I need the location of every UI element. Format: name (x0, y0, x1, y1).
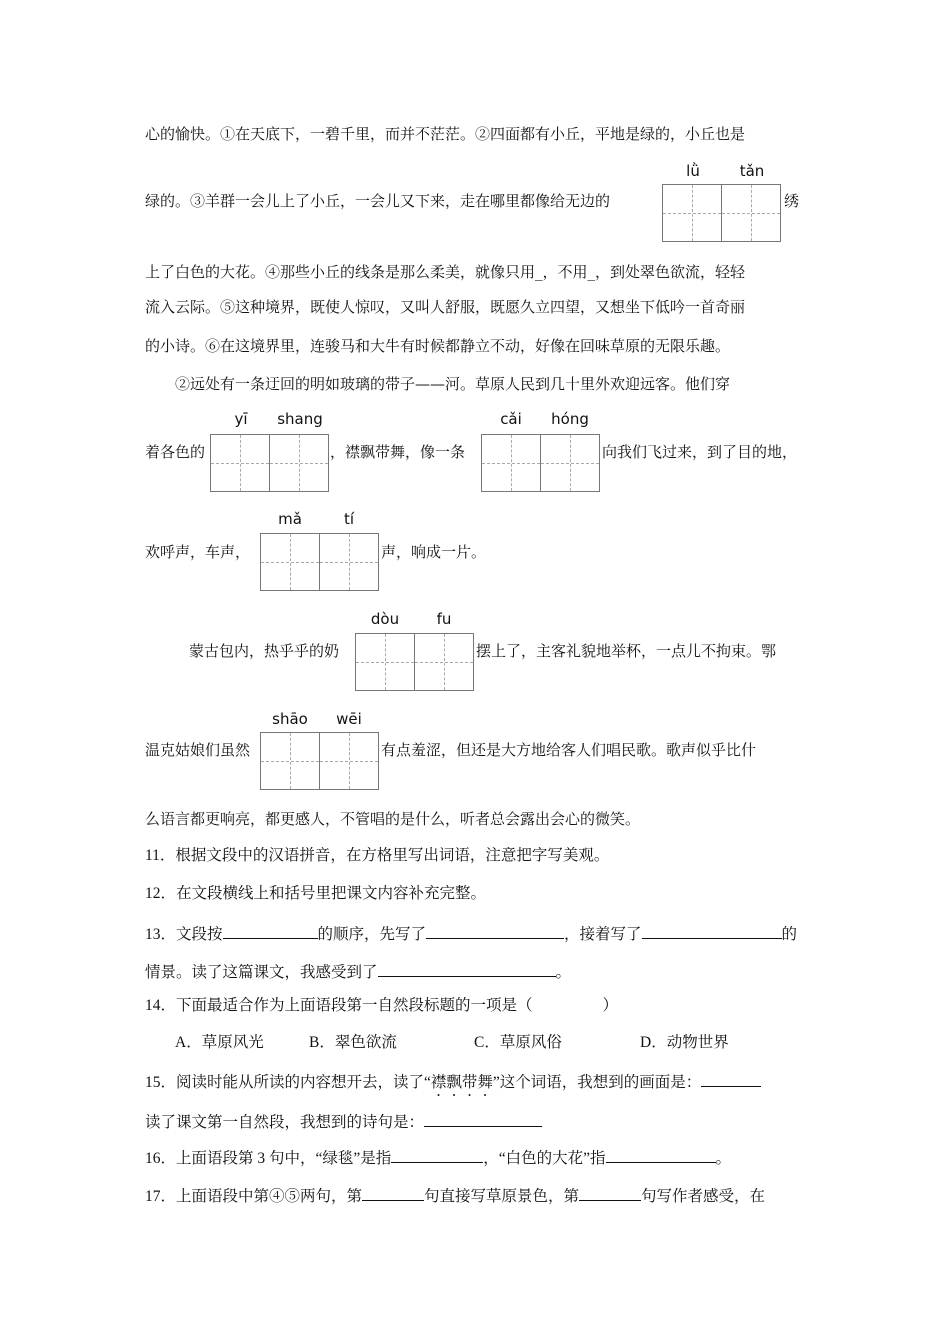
answer-blank[interactable] (642, 922, 782, 939)
answer-grid[interactable] (481, 434, 600, 492)
option-b[interactable]: B．翠色欲流 (309, 1034, 397, 1051)
question-text: 。 (555, 964, 572, 981)
passage-line: ②远处有一条迂回的明如玻璃的带子——河。草原人民到几十里外欢迎远客。他们穿 (175, 375, 731, 393)
passage-line: 温克姑娘们虽然 (145, 741, 251, 759)
pinyin-label: fu (436, 610, 452, 628)
pinyin-label: cǎi (500, 410, 522, 428)
question-15 (145, 1070, 761, 1100)
option-a[interactable]: A．草原风光 (175, 1034, 264, 1051)
passage-line: 着各色的 (145, 443, 206, 461)
question-12: 12．在文段横线上和括号里把课文内容补充完整。 (145, 885, 487, 902)
answer-blank[interactable] (606, 1146, 716, 1163)
passage-line: 有点羞涩，但还是大方地给客人们唱民歌。歌声似乎比什 (381, 741, 757, 759)
question-text: ） (602, 997, 619, 1014)
question-text: 16．上面语段第 3 句中，“绿毯”是指 (145, 1150, 392, 1167)
question-11: 11．根据文段中的汉语拼音，在方格里写出词语，注意把字写美观。 (145, 847, 610, 864)
writing-cell[interactable] (415, 633, 474, 691)
writing-cell[interactable] (260, 533, 320, 591)
passage-line: 绿的。③羊群一会儿上了小丘，一会儿又下来，走在哪里都像给无边的 (145, 192, 611, 210)
writing-cell[interactable] (481, 434, 541, 492)
question-text: 15．阅读时能从所读的内容想开去，读了“ (145, 1074, 431, 1091)
answer-grid[interactable] (260, 533, 379, 591)
answer-grid[interactable] (210, 434, 329, 492)
passage-line: 心的愉快。①在天底下，一碧千里，而并不茫茫。②四面都有小丘，平地是绿的，小丘也是 (145, 125, 746, 143)
pinyin-label: lǜ (686, 162, 700, 180)
passage-line: 向我们飞过来，到了目的地， (602, 443, 798, 461)
question-text: 13．文段按 (145, 926, 223, 943)
passage-line: 流入云际。⑤这种境界，既使人惊叹，又叫人舒服，既愿久立四望，又想坐下低吟一首奇丽 (145, 298, 746, 316)
question-text: 句直接写草原景色，第 (424, 1188, 580, 1205)
writing-cell[interactable] (210, 434, 270, 492)
question-text: 14．下面最适合作为上面语段第一自然段标题的一项是（ (145, 997, 533, 1014)
writing-cell[interactable] (722, 184, 781, 242)
pinyin-label: hóng (551, 410, 589, 428)
pinyin-label: shāo (272, 710, 308, 728)
question-17 (145, 1184, 765, 1207)
question-text: ，接着写了 (564, 926, 642, 943)
passage-line: 上了白色的大花。④那些小丘的线条是那么柔美，就像只用_，不用_，到处翠色欲流，轻轻 (145, 263, 746, 281)
writing-cell[interactable] (260, 732, 320, 790)
pinyin-label: yī (234, 410, 248, 428)
pinyin-label: tí (343, 510, 355, 528)
question-14-options (175, 1033, 729, 1053)
answer-grid[interactable] (355, 633, 474, 691)
passage-line: 的小诗。⑥在这境界里，连骏马和大牛有时候都静立不动，好像在回味草原的无限乐趣。 (145, 337, 731, 355)
question-14 (145, 996, 618, 1016)
answer-blank[interactable] (424, 1110, 542, 1127)
answer-blank[interactable] (362, 1184, 424, 1201)
passage-line: 声，响成一片。 (381, 543, 487, 561)
question-13 (145, 922, 797, 945)
option-c[interactable]: C．草原风俗 (474, 1034, 562, 1051)
pinyin-label: dòu (370, 610, 400, 628)
answer-blank[interactable] (391, 1146, 483, 1163)
pinyin-label: shang (277, 410, 323, 428)
writing-cell[interactable] (320, 533, 379, 591)
answer-blank[interactable] (426, 922, 564, 939)
question-13-cont (145, 960, 571, 983)
question-text: 的 (781, 926, 798, 943)
question-16 (145, 1146, 731, 1169)
passage-line: 摆上了，主客礼貌地举杯，一点儿不拘束。鄂 (476, 642, 777, 660)
passage-line: 么语言都更响亮，都更感人，不管唱的是什么，听者总会露出会心的微笑。 (145, 810, 641, 828)
writing-cell[interactable] (270, 434, 329, 492)
answer-blank[interactable] (701, 1070, 761, 1087)
answer-grid[interactable] (662, 184, 781, 242)
question-text: 情景。读了这篇课文，我感受到了 (145, 964, 378, 981)
pinyin-label: mǎ (278, 510, 302, 528)
pinyin-label: wēi (336, 710, 362, 728)
answer-blank[interactable] (579, 1184, 641, 1201)
passage-line: 欢呼声，车声， (145, 543, 251, 561)
question-text: ”这个词语，我想到的画面是： (492, 1074, 702, 1091)
writing-cell[interactable] (541, 434, 600, 492)
answer-blank[interactable] (378, 960, 556, 977)
question-text: ，“白色的大花”指 (483, 1150, 606, 1167)
passage-line: 绣 (784, 192, 800, 210)
emphasized-word: 襟飘带舞 (430, 1074, 493, 1091)
answer-blank[interactable] (223, 922, 318, 939)
question-text: 句写作者感受，在 (641, 1188, 766, 1205)
question-text: 读了课文第一自然段，我想到的诗句是： (145, 1114, 425, 1131)
pinyin-label: tǎn (739, 162, 765, 180)
question-text: 。 (715, 1150, 732, 1167)
writing-cell[interactable] (662, 184, 722, 242)
writing-cell[interactable] (320, 732, 379, 790)
question-text: 的顺序，先写了 (317, 926, 427, 943)
question-text: 17．上面语段中第④⑤两句，第 (145, 1188, 363, 1205)
passage-line: ，襟飘带舞，像一条 (330, 443, 466, 461)
passage-line: 蒙古包内，热乎乎的奶 (189, 642, 340, 660)
option-d[interactable]: D．动物世界 (640, 1034, 729, 1051)
writing-cell[interactable] (355, 633, 415, 691)
question-15-cont (145, 1110, 542, 1133)
answer-grid[interactable] (260, 732, 379, 790)
